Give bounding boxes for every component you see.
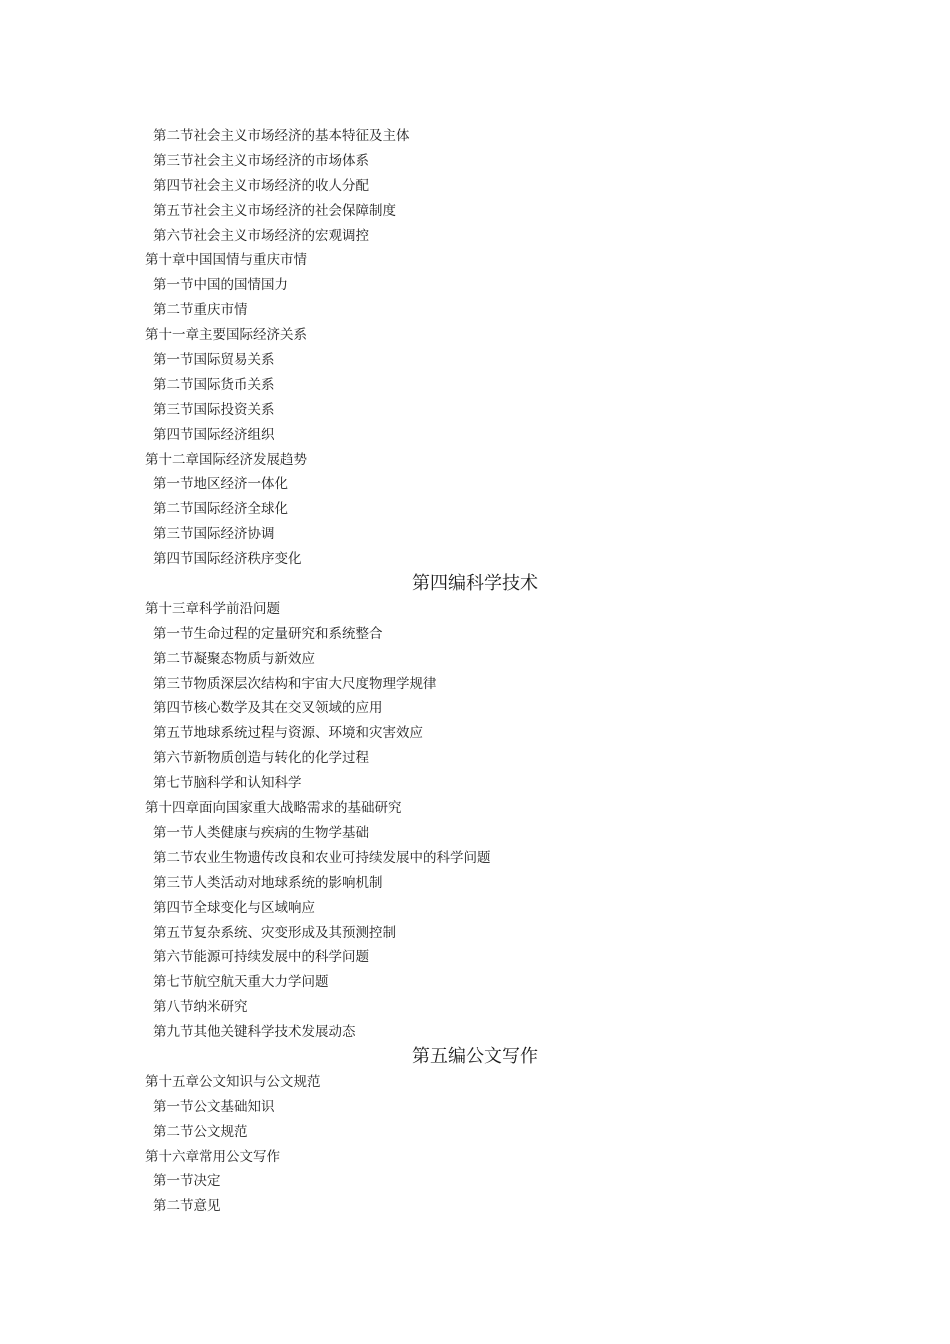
toc-section: 第一节决定 [153, 1173, 221, 1190]
toc-section: 第二节国际经济全球化 [153, 501, 288, 518]
toc-section: 第三节人类活动对地球系统的影响机制 [153, 874, 383, 891]
toc-section: 第六节能源可持续发展中的科学问题 [153, 949, 369, 966]
toc-chapter: 第十章中国国情与重庆市情 [145, 252, 307, 269]
toc-section: 第六节新物质创造与转化的化学过程 [153, 750, 369, 767]
toc-section: 第二节公文规范 [153, 1123, 248, 1140]
toc-section: 第二节意见 [153, 1198, 221, 1215]
toc-chapter: 第十二章国际经济发展趋势 [145, 451, 307, 468]
toc-section: 第四节核心数学及其在交叉领域的应用 [153, 700, 383, 717]
toc-section: 第六节社会主义市场经济的宏观调控 [153, 227, 369, 244]
toc-section: 第七节航空航天重大力学问题 [153, 974, 329, 991]
table-of-contents [0, 124, 950, 1219]
toc-section: 第一节公文基础知识 [153, 1098, 275, 1115]
toc-chapter: 第十六章常用公文写作 [145, 1148, 280, 1165]
toc-section: 第三节物质深层次结构和宇宙大尺度物理学规律 [153, 675, 437, 692]
toc-section: 第一节国际贸易关系 [153, 352, 275, 369]
toc-section: 第二节社会主义市场经济的基本特征及主体 [153, 128, 410, 144]
toc-part-heading: 第四编科学技术 [412, 573, 538, 595]
toc-section: 第五节社会主义市场经济的社会保障制度 [153, 202, 396, 219]
toc-section: 第一节地区经济一体化 [153, 476, 288, 493]
toc-section: 第八节纳米研究 [153, 999, 248, 1016]
toc-section: 第二节农业生物遗传改良和农业可持续发展中的科学问题 [153, 849, 491, 866]
toc-section: 第二节重庆市情 [153, 302, 248, 319]
toc-section: 第五节地球系统过程与资源、环境和灾害效应 [153, 725, 423, 742]
toc-section: 第四节社会主义市场经济的收人分配 [153, 177, 369, 194]
toc-section: 第二节国际货币关系 [153, 376, 275, 393]
toc-section: 第四节国际经济组织 [153, 426, 275, 443]
toc-section: 第五节复杂系统、灾变形成及其预测控制 [153, 924, 396, 941]
toc-section: 第三节国际经济协调 [153, 526, 275, 543]
toc-section: 第一节生命过程的定量研究和系统整合 [153, 625, 383, 642]
toc-part-heading: 第五编公文写作 [412, 1045, 538, 1067]
toc-section: 第三节社会主义市场经济的市场体系 [153, 152, 369, 169]
toc-section: 第二节凝聚态物质与新效应 [153, 650, 315, 667]
toc-section: 第三节国际投资关系 [153, 401, 275, 418]
toc-section: 第七节脑科学和认知科学 [153, 775, 302, 792]
toc-section: 第九节其他关键科学技术发展动态 [153, 1024, 356, 1041]
toc-section: 第一节人类健康与疾病的生物学基础 [153, 824, 369, 841]
toc-section: 第一节中国的国情国力 [153, 277, 288, 294]
toc-chapter: 第十一章主要国际经济关系 [145, 327, 307, 344]
toc-section: 第四节国际经济秩序变化 [153, 551, 302, 568]
toc-chapter: 第十三章科学前沿问题 [145, 600, 280, 617]
toc-chapter: 第十四章面向国家重大战略需求的基础研究 [145, 800, 402, 817]
toc-chapter: 第十五章公文知识与公文规范 [145, 1073, 321, 1090]
toc-section: 第四节全球变化与区域响应 [153, 899, 315, 916]
